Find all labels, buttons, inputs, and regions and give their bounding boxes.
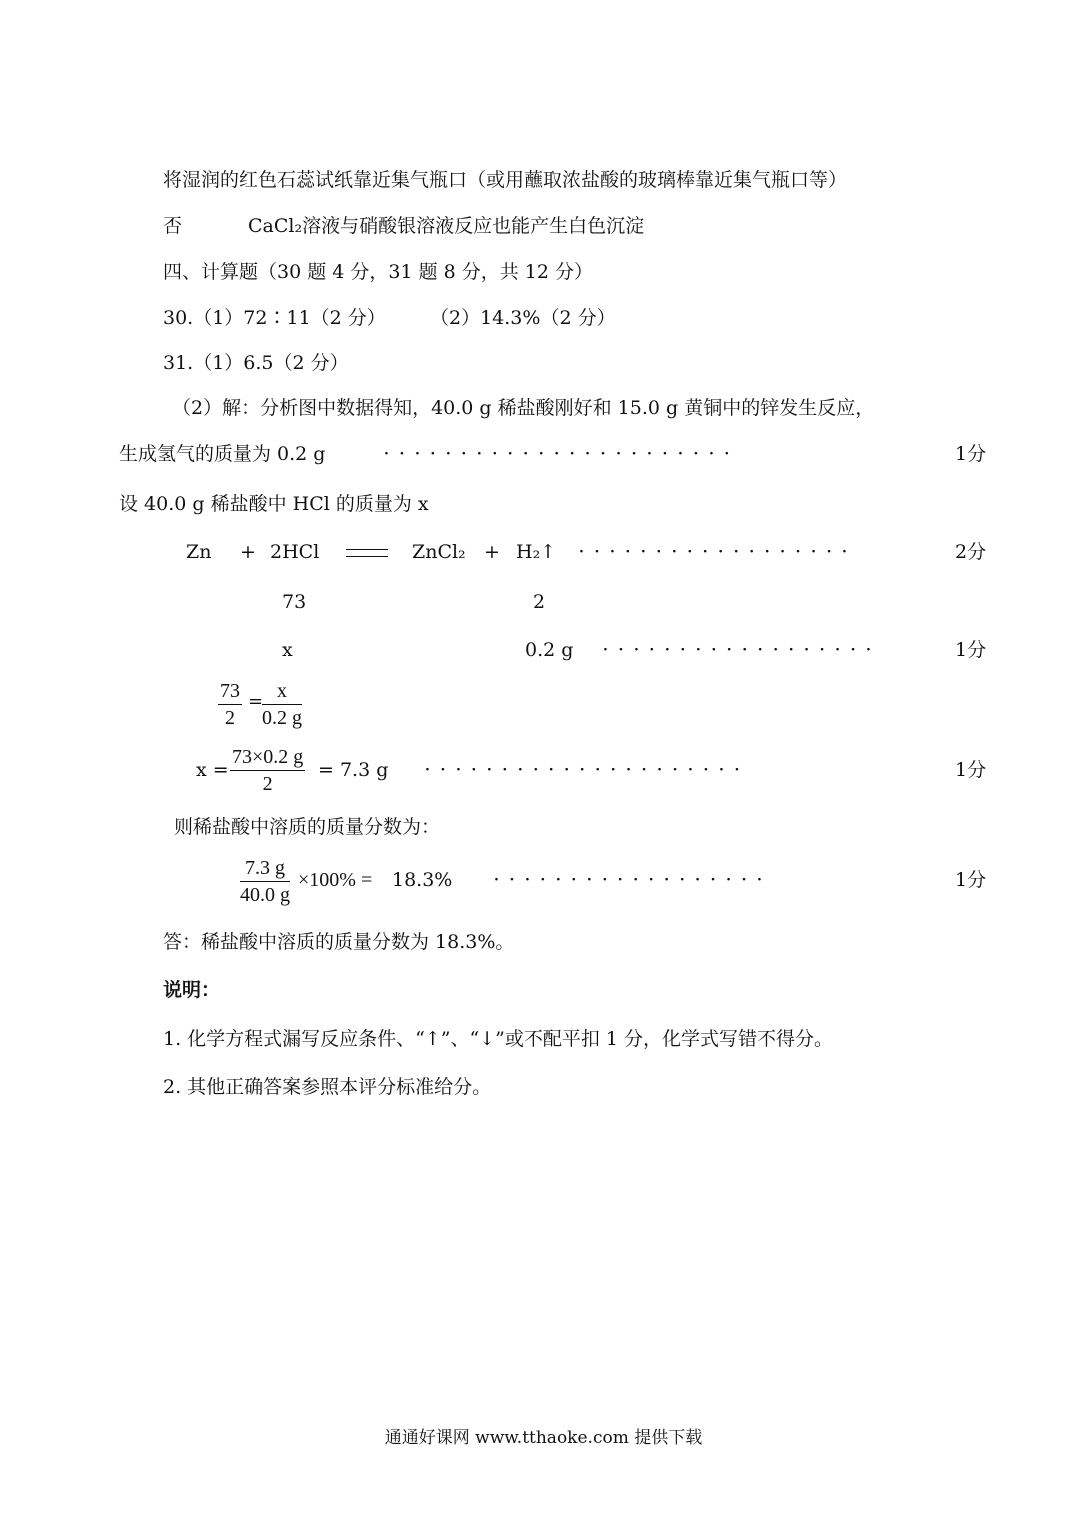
- q30-part1: 30.（1）72∶11（2 分）: [163, 307, 386, 329]
- score-points: 1分: [955, 639, 987, 661]
- leader-dots: ·····················: [425, 762, 750, 778]
- eq-hcl: 2HCl: [270, 541, 320, 563]
- proportion-equals: =: [248, 691, 264, 712]
- eq-plus: +: [484, 541, 500, 563]
- line-litmus-test: 将湿润的红色石蕊试纸靠近集气瓶口（或用蘸取浓盐酸的玻璃棒靠近集气瓶口等）: [163, 169, 848, 191]
- final-answer: 答：稀盐酸中溶质的质量分数为 18.3%。: [163, 931, 515, 953]
- ratio-hcl: 73: [282, 591, 307, 613]
- fraction-73-over-2: $\frac{73}{2}$: [220, 680, 240, 729]
- score-points: 1分: [955, 759, 987, 781]
- leader-dots: ··················: [603, 642, 882, 658]
- eq-zn: Zn: [186, 541, 212, 563]
- q31-part2-intro: （2）解：分析图中数据得知，40.0 g 稀盐酸刚好和 15.0 g 黄铜中的锌发生反应，: [172, 397, 875, 419]
- x-result: = 7.3 g: [318, 759, 389, 781]
- eq-h2: H₂↑: [516, 541, 557, 563]
- fraction-x-calculation: $\frac{73\times 0.2 g}{2}$: [232, 746, 304, 795]
- unknown-x: x: [282, 639, 293, 661]
- note-item-2: 2. 其他正确答案参照本评分标准给分。: [163, 1076, 492, 1098]
- fraction-x-over-mass: $\frac{x}{0.2 g}$: [262, 680, 302, 729]
- page-footer: 通通好课网 www.tthaoke.com 提供下载: [384, 1428, 703, 1448]
- note-item-1: 1. 化学方程式漏写反应条件、“↑”、“↓”或不配平扣 1 分，化学式写错不得分。: [163, 1028, 834, 1050]
- score-points: 1分: [955, 443, 987, 465]
- score-points: 2分: [955, 541, 987, 563]
- leader-dots: ··················: [494, 872, 773, 888]
- leader-dots: ·······················: [384, 446, 740, 462]
- notes-heading: 说明：: [163, 979, 221, 1001]
- hydrogen-mass-line: 生成氢气的质量为 0.2 g: [119, 443, 326, 465]
- q31-part1: 31.（1）6.5（2 分）: [163, 352, 349, 374]
- eq-zncl2: ZnCl₂: [412, 541, 466, 563]
- mass-fraction-result: 18.3%: [392, 869, 453, 891]
- line-cacl2-reason: CaCl₂溶液与硝酸银溶液反应也能产生白色沉淀: [248, 215, 645, 237]
- assumption-line: 设 40.0 g 稀盐酸中 HCl 的质量为 x: [119, 493, 429, 515]
- times-hundred-percent: ×100% =: [298, 869, 373, 891]
- score-points: 1分: [955, 869, 987, 891]
- q30-part2: （2）14.3%（2 分）: [430, 307, 616, 329]
- hydrogen-mass: 0.2 g: [525, 639, 574, 661]
- x-equals-label: x =: [196, 759, 229, 781]
- leader-dots: ··················: [579, 544, 858, 560]
- line-answer-no: 否: [163, 215, 183, 237]
- mass-fraction-statement: 则稀盐酸中溶质的质量分数为：: [174, 816, 441, 838]
- section-heading-calculation: 四、计算题（30 题 4 分，31 题 8 分，共 12 分）: [163, 261, 594, 283]
- eq-plus: +: [240, 541, 256, 563]
- ratio-h2: 2: [533, 591, 546, 613]
- fraction-mass-ratio: $\frac{7.3 g}{40.0 g}$: [240, 857, 290, 906]
- equals-sign: [346, 549, 388, 557]
